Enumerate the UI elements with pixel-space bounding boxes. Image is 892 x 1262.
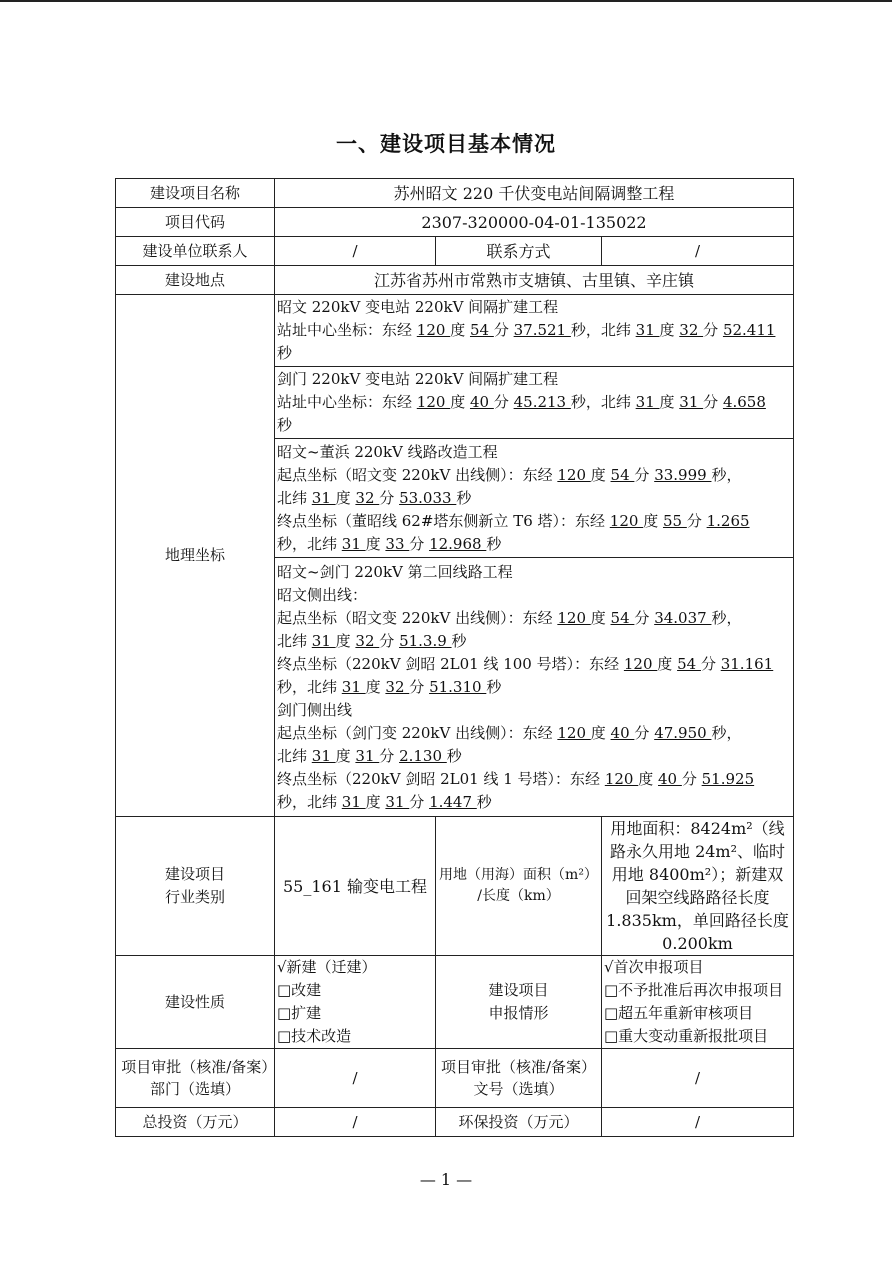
geo-value: 31 — [311, 746, 336, 765]
geo-value: 1.447 — [429, 792, 477, 811]
geo-value: 31 — [355, 746, 380, 765]
geo-value: 54 — [469, 321, 494, 339]
row-project-name — [116, 179, 794, 208]
geo-value: 31 — [635, 321, 660, 339]
geo-value: 120 — [557, 465, 591, 484]
geo-value: 51.310 — [429, 677, 487, 696]
geo-line: 昭文侧出线： — [277, 585, 368, 604]
geo-value: 32 — [385, 677, 410, 696]
area-value: 用地面积：8424m²（线路永久用地 24m²、临时用地 8400m²）；新建双回架空线路路径长度 1.835km，单回路径长度 0.200km — [602, 817, 794, 956]
geo-value: 120 — [416, 321, 451, 339]
geo-line: 起点坐标（昭文变 220kV 出线侧）：东经 120 度 54 分 33.999 秒， — [277, 465, 742, 484]
page-title: 一、建设项目基本情况 — [336, 132, 556, 156]
situation-options — [602, 956, 794, 1049]
geo-value: 32 — [355, 631, 380, 650]
geo-block-4 — [275, 558, 794, 817]
geo-value: 2.130 — [399, 746, 447, 765]
geo-line: 昭文~董浜 220kV 线路改造工程 — [277, 442, 498, 461]
geo-value: 120 — [609, 511, 644, 530]
row-industry — [116, 817, 794, 956]
geo-value: 45.213 — [513, 393, 571, 411]
approval-dept-value: / — [275, 1049, 436, 1108]
geo-line: 北纬 31 度 32 分 53.033 秒 — [277, 488, 472, 507]
geo-line: 终点坐标（董昭线 62#塔东侧新立 T6 塔）：东经 120 度 55 分 1.265 — [277, 511, 750, 530]
area-label — [436, 817, 602, 956]
industry-label-line1: 建设项目 — [164, 865, 225, 883]
geo-value: 31 — [385, 792, 410, 811]
situation-label — [436, 956, 602, 1049]
geo-value: 53.033 — [399, 488, 457, 507]
geo-line: 起点坐标（剑门变 220kV 出线侧）：东经 120 度 40 分 47.950 秒， — [277, 723, 742, 742]
geo-line: 站址中心坐标：东经 120 度 54 分 37.521 秒，北纬 31 度 32 分 52.411 — [277, 321, 776, 339]
project-code-label: 项目代码 — [116, 208, 275, 237]
total-investment-label: 总投资（万元） — [116, 1108, 275, 1137]
geo-value: 55 — [662, 511, 687, 530]
geo-value: 31 — [311, 631, 336, 650]
geo-line: 昭文~剑门 220kV 第二回线路工程 — [277, 562, 513, 581]
project-name-label: 建设项目名称 — [116, 179, 275, 208]
row-approval — [116, 1049, 794, 1108]
geo-line: 秒，北纬 31 度 33 分 12.968 秒 — [277, 534, 502, 553]
geo-value: 120 — [416, 393, 451, 411]
geo-value: 32 — [355, 488, 380, 507]
situation-option: □不予批准后再次申报项目 — [604, 981, 784, 999]
project-info-table — [115, 178, 794, 1137]
geo-value: 37.521 — [513, 321, 571, 339]
geo-value: 54 — [610, 608, 635, 627]
industry-label-line2: 行业类别 — [164, 888, 225, 906]
nature-option: □技术改造 — [277, 1027, 352, 1045]
area-label-line1: 用地（用海）面积（m²） — [439, 867, 598, 883]
situation-option: √首次申报项目 — [604, 958, 704, 976]
geo-value: 54 — [677, 654, 701, 673]
geo-label: 地理坐标 — [116, 295, 275, 817]
approval-doc-label: 项目审批（核准/备案）文号（选填） — [436, 1049, 602, 1108]
location-label: 建设地点 — [116, 266, 275, 295]
project-name-value: 苏州昭文 220 千伏变电站间隔调整工程 — [275, 179, 794, 208]
nature-options — [275, 956, 436, 1049]
row-nature — [116, 956, 794, 1049]
top-border-line — [0, 0, 892, 2]
industry-label — [116, 817, 275, 956]
row-project-code — [116, 208, 794, 237]
contact-value: / — [275, 237, 436, 266]
geo-value: 31 — [311, 488, 336, 507]
geo-line: 剑门 220kV 变电站 220kV 间隔扩建工程 — [277, 370, 559, 388]
geo-value: 120 — [557, 723, 591, 742]
situation-label-line2: 申报情形 — [488, 1004, 549, 1022]
geo-block-3 — [275, 439, 794, 558]
situation-label-line1: 建设项目 — [488, 981, 549, 999]
industry-value: 55_161 输变电工程 — [275, 817, 436, 956]
page-number: — 1 — — [419, 1170, 473, 1189]
geo-line: 起点坐标（昭文变 220kV 出线侧）：东经 120 度 54 分 34.037 秒， — [277, 608, 742, 627]
geo-value: 31 — [341, 677, 366, 696]
geo-value: 120 — [623, 654, 658, 673]
approval-doc-value: / — [602, 1049, 794, 1108]
geo-line: 剑门侧出线 — [277, 700, 353, 719]
total-investment-value: / — [275, 1108, 436, 1137]
nature-option: □扩建 — [277, 1004, 322, 1022]
geo-value: 51.3.9 — [399, 631, 452, 650]
nature-option: √新建（迁建） — [277, 958, 377, 976]
row-investment — [116, 1108, 794, 1137]
contact-method-label: 联系方式 — [436, 237, 602, 266]
geo-value: 51.925 — [701, 769, 755, 788]
geo-value: 31 — [341, 792, 366, 811]
geo-line: 秒 — [277, 416, 293, 434]
row-contact — [116, 237, 794, 266]
geo-value: 31 — [341, 534, 366, 553]
geo-value: 31.161 — [720, 654, 774, 673]
location-value: 江苏省苏州市常熟市支塘镇、古里镇、辛庄镇 — [275, 266, 794, 295]
geo-line: 昭文 220kV 变电站 220kV 间隔扩建工程 — [277, 298, 559, 316]
env-investment-value: / — [602, 1108, 794, 1137]
project-code-value: 2307-320000-04-01-135022 — [275, 208, 794, 237]
situation-option: □重大变动重新报批项目 — [604, 1027, 769, 1045]
geo-value: 33.999 — [654, 465, 712, 484]
geo-value: 33 — [385, 534, 410, 553]
geo-line: 北纬 31 度 32 分 51.3.9 秒 — [277, 631, 467, 650]
geo-value: 54 — [610, 465, 635, 484]
geo-line: 终点坐标（220kV 剑昭 2L01 线 100 号塔）：东经 120 度 54 分 31.161 — [277, 654, 774, 673]
nature-label: 建设性质 — [116, 956, 275, 1049]
geo-line: 终点坐标（220kV 剑昭 2L01 线 1 号塔）：东经 120 度 40 分 51.925 — [277, 769, 755, 788]
situation-option: □超五年重新审核项目 — [604, 1004, 754, 1022]
geo-line: 秒，北纬 31 度 31 分 1.447 秒 — [277, 792, 492, 811]
row-geo-1 — [116, 295, 794, 367]
geo-value: 120 — [604, 769, 639, 788]
geo-value: 12.968 — [429, 534, 487, 553]
geo-block-2 — [275, 367, 794, 439]
geo-block-1 — [275, 295, 794, 367]
contact-method-value: / — [602, 237, 794, 266]
geo-value: 31 — [679, 393, 704, 411]
nature-option: □改建 — [277, 981, 322, 999]
geo-line: 秒，北纬 31 度 32 分 51.310 秒 — [277, 677, 502, 696]
geo-value: 31 — [635, 393, 660, 411]
geo-value: 40 — [469, 393, 494, 411]
geo-value: 40 — [658, 769, 682, 788]
geo-line: 站址中心坐标：东经 120 度 40 分 45.213 秒，北纬 31 度 31 分 4.658 — [277, 393, 766, 411]
geo-value: 32 — [679, 321, 704, 339]
env-investment-label: 环保投资（万元） — [436, 1108, 602, 1137]
geo-value: 40 — [610, 723, 635, 742]
area-label-line2: /长度（km） — [477, 888, 560, 904]
geo-value: 1.265 — [706, 511, 750, 530]
geo-value: 4.658 — [722, 393, 766, 411]
geo-value: 52.411 — [722, 321, 776, 339]
contact-label: 建设单位联系人 — [116, 237, 275, 266]
geo-value: 34.037 — [654, 608, 712, 627]
approval-dept-label: 项目审批（核准/备案）部门（选填） — [116, 1049, 275, 1108]
geo-line: 秒 — [277, 344, 293, 362]
geo-value: 47.950 — [654, 723, 712, 742]
geo-value: 120 — [557, 608, 591, 627]
geo-line: 北纬 31 度 31 分 2.130 秒 — [277, 746, 462, 765]
row-location — [116, 266, 794, 295]
